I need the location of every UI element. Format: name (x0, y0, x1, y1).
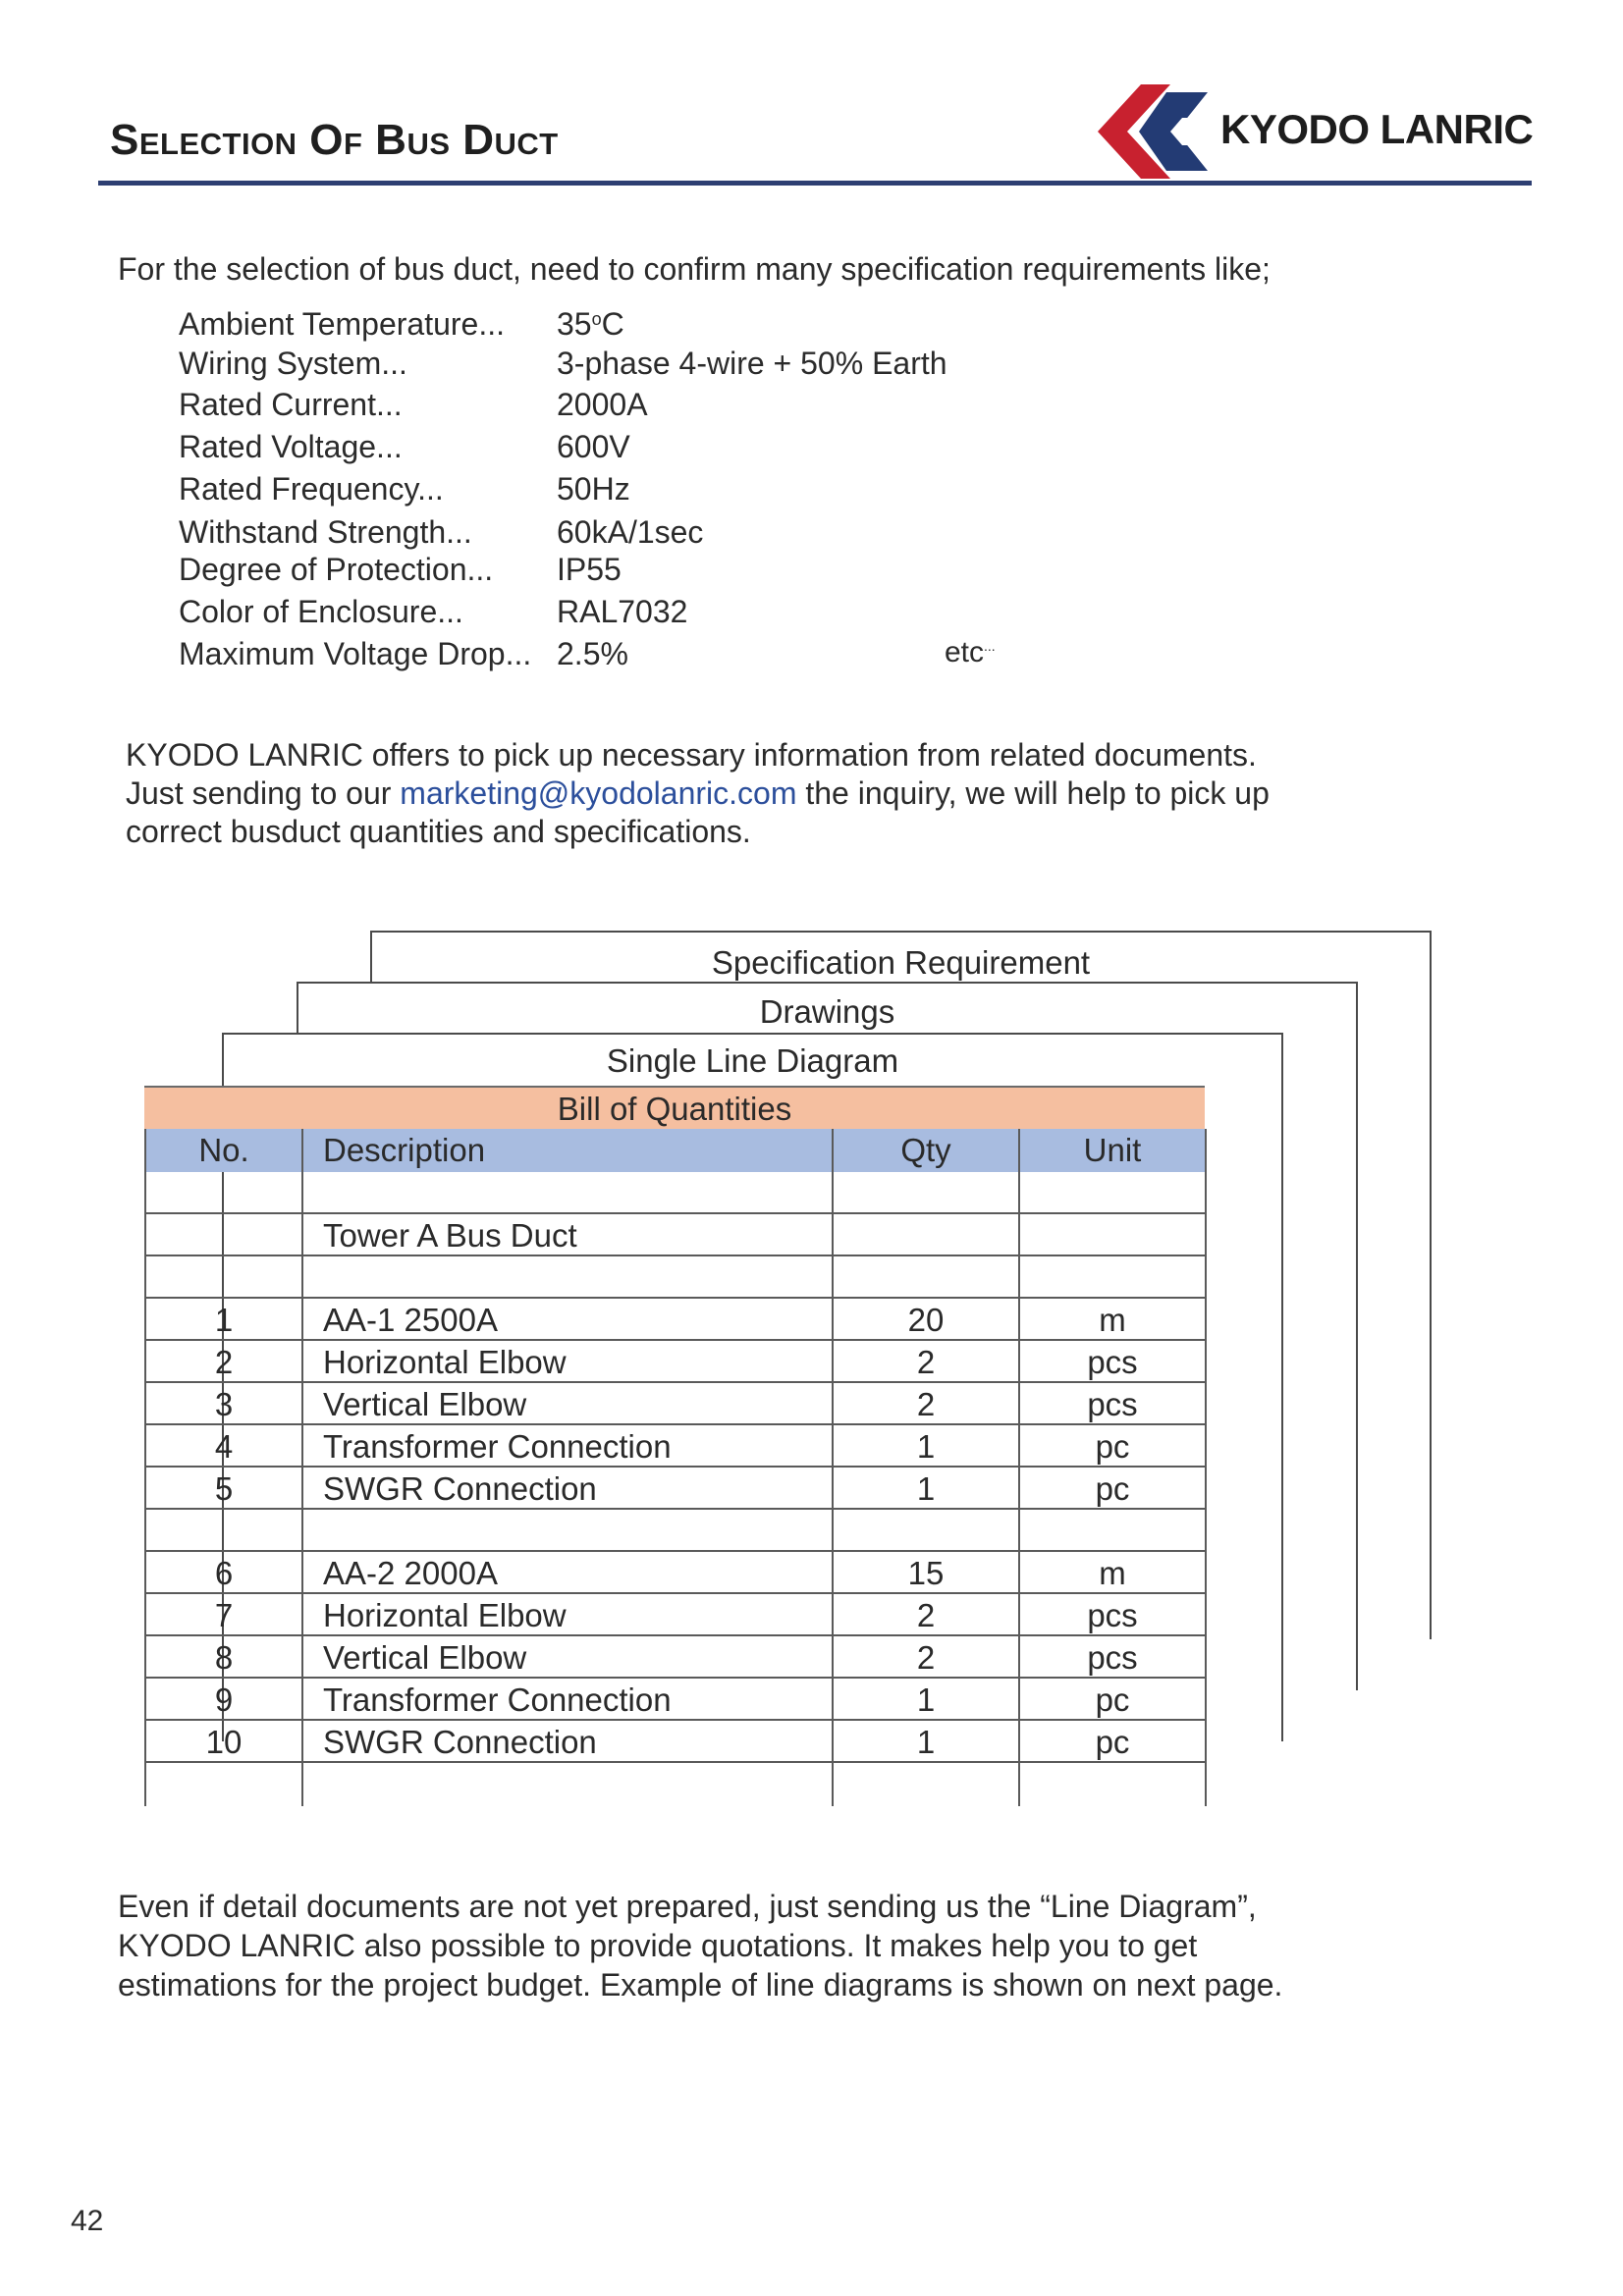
cell-unit (1019, 1762, 1206, 1806)
closing-line-3: estimations for the project budget. Example of line diagrams is shown on next page. (118, 1967, 1283, 2002)
cell-no: 2 (145, 1340, 302, 1382)
closing-line-2: KYODO LANRIC also possible to provide quotations. It makes help you to get (118, 1928, 1198, 1963)
table-row (145, 1424, 1206, 1467)
table-row (145, 1509, 1206, 1551)
closing-paragraph (118, 1887, 1282, 2004)
cell-desc: Horizontal Elbow (302, 1340, 833, 1382)
cell-unit (1019, 1509, 1206, 1551)
spec-label: Withstand Strength... (179, 514, 472, 550)
boq-table (144, 1129, 1207, 1806)
cell-qty: 1 (833, 1467, 1019, 1509)
cell-no (145, 1762, 302, 1806)
cell-qty: 1 (833, 1720, 1019, 1762)
table-row (145, 1213, 1206, 1255)
table-row (145, 1255, 1206, 1298)
spec-label: Rated Current... (179, 387, 403, 422)
cell-no (145, 1509, 302, 1551)
cell-desc: SWGR Connection (302, 1720, 833, 1762)
offer-line-1: KYODO LANRIC offers to pick up necessary information from related documents. (126, 737, 1257, 773)
col-header-unit: Unit (1019, 1129, 1206, 1172)
offer-paragraph (126, 736, 1270, 851)
cell-desc: Transformer Connection (302, 1424, 833, 1467)
boq-title: Bill of Quantities (144, 1086, 1205, 1131)
cell-no: 7 (145, 1593, 302, 1635)
cell-desc (302, 1255, 833, 1298)
cell-unit: pcs (1019, 1593, 1206, 1635)
cell-no: 8 (145, 1635, 302, 1678)
spec-label: Ambient Temperature... (179, 306, 506, 342)
cell-desc: Tower A Bus Duct (302, 1213, 833, 1255)
cell-qty (833, 1172, 1019, 1213)
spec-etc: etc... (945, 636, 996, 668)
cell-unit (1019, 1255, 1206, 1298)
offer-line-3: correct busduct quantities and specifications. (126, 814, 751, 849)
cell-unit: m (1019, 1551, 1206, 1593)
spec-value: 50Hz (557, 471, 630, 507)
cell-no: 4 (145, 1424, 302, 1467)
cell-desc: Vertical Elbow (302, 1382, 833, 1424)
table-row (145, 1762, 1206, 1806)
cell-no: 1 (145, 1298, 302, 1340)
spec-value: 600V (557, 429, 630, 464)
cell-desc (302, 1509, 833, 1551)
brand-name: KYODO LANRIC (1220, 106, 1534, 152)
cell-unit: pcs (1019, 1382, 1206, 1424)
cell-qty: 2 (833, 1635, 1019, 1678)
cell-qty: 1 (833, 1424, 1019, 1467)
table-row (145, 1172, 1206, 1213)
title-underline (98, 181, 1532, 186)
cell-unit (1019, 1213, 1206, 1255)
page-title: Selection Of Bus Duct (110, 116, 559, 164)
cell-unit (1019, 1172, 1206, 1213)
kyodo-lanric-logo-icon (1098, 84, 1208, 179)
email-link[interactable]: marketing@kyodolanric.com (400, 775, 797, 811)
spec-value: IP55 (557, 552, 622, 587)
cell-desc (302, 1762, 833, 1806)
cell-qty (833, 1509, 1019, 1551)
cell-desc: Transformer Connection (302, 1678, 833, 1720)
col-header-qty: Qty (833, 1129, 1019, 1172)
cell-no: 9 (145, 1678, 302, 1720)
spec-label: Rated Frequency... (179, 471, 444, 507)
cell-unit: pc (1019, 1467, 1206, 1509)
cell-unit: pc (1019, 1720, 1206, 1762)
table-row (145, 1593, 1206, 1635)
cell-desc: SWGR Connection (302, 1467, 833, 1509)
cell-no: 6 (145, 1551, 302, 1593)
cell-desc: AA-2 2000A (302, 1551, 833, 1593)
page-number: 42 (71, 2205, 104, 2237)
cell-qty: 20 (833, 1298, 1019, 1340)
closing-line-1: Even if detail documents are not yet prepared, just sending us the “Line Diagram”, (118, 1889, 1257, 1924)
cell-qty: 15 (833, 1551, 1019, 1593)
spec-value: 35$^o$C (557, 306, 624, 342)
cell-qty: 2 (833, 1382, 1019, 1424)
cell-qty (833, 1255, 1019, 1298)
cell-qty: 1 (833, 1678, 1019, 1720)
cell-unit: pc (1019, 1424, 1206, 1467)
spec-value: 3-phase 4-wire + 50% Earth (557, 346, 947, 381)
spec-label: Maximum Voltage Drop... (179, 636, 532, 671)
table-row (145, 1340, 1206, 1382)
cell-desc: Horizontal Elbow (302, 1593, 833, 1635)
cell-qty (833, 1213, 1019, 1255)
spec-label: Color of Enclosure... (179, 594, 463, 629)
table-row (145, 1635, 1206, 1678)
col-header-description: Description (302, 1129, 833, 1172)
sheet-label: Drawings (759, 993, 895, 1030)
table-row (145, 1551, 1206, 1593)
boq-header-row (145, 1129, 1206, 1172)
intro-text: For the selection of bus duct, need to confirm many specification requirements like; (118, 251, 1271, 287)
cell-no: 10 (145, 1720, 302, 1762)
cell-desc (302, 1172, 833, 1213)
cell-qty: 2 (833, 1593, 1019, 1635)
spec-value: RAL7032 (557, 594, 688, 629)
cell-unit: pcs (1019, 1340, 1206, 1382)
table-row (145, 1678, 1206, 1720)
cell-no (145, 1172, 302, 1213)
spec-value: 2.5% (557, 636, 628, 671)
cell-unit: m (1019, 1298, 1206, 1340)
spec-label: Wiring System... (179, 346, 407, 381)
cell-unit: pc (1019, 1678, 1206, 1720)
cell-qty: 2 (833, 1340, 1019, 1382)
cell-no: 3 (145, 1382, 302, 1424)
cell-no (145, 1255, 302, 1298)
cell-no: 5 (145, 1467, 302, 1509)
spec-label: Degree of Protection... (179, 552, 494, 587)
sheet-label: Single Line Diagram (606, 1042, 899, 1079)
offer-line-2: Just sending to our marketing@kyodolanric.com the inquiry, we will help to pick up (126, 775, 1270, 811)
table-row (145, 1298, 1206, 1340)
cell-desc: AA-1 2500A (302, 1298, 833, 1340)
table-row (145, 1382, 1206, 1424)
cell-qty (833, 1762, 1019, 1806)
cell-desc: Vertical Elbow (302, 1635, 833, 1678)
table-row (145, 1720, 1206, 1762)
cell-unit: pcs (1019, 1635, 1206, 1678)
table-row (145, 1467, 1206, 1509)
cell-no (145, 1213, 302, 1255)
spec-label: Rated Voltage... (179, 429, 403, 464)
spec-value: 2000A (557, 387, 648, 422)
spec-value: 60kA/1sec (557, 514, 704, 550)
col-header-no: No. (145, 1129, 302, 1172)
sheet-label: Specification Requirement (711, 944, 1091, 981)
